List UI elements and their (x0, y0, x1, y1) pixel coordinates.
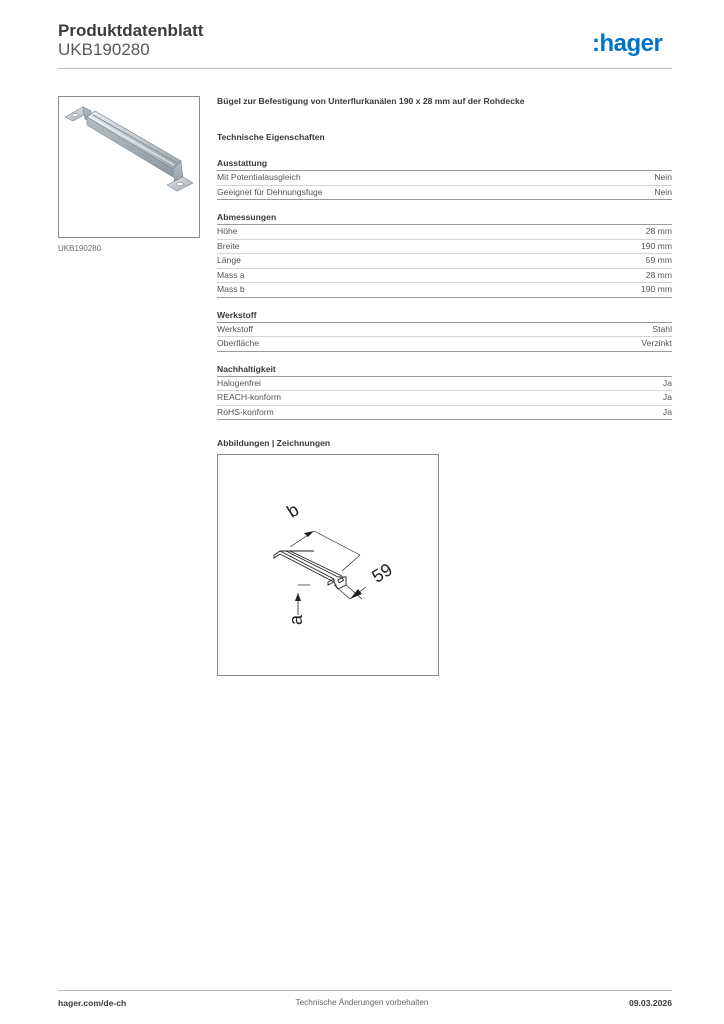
row-value: Ja (662, 392, 672, 402)
dim-label-59: 59 (368, 559, 396, 587)
table-row (217, 377, 672, 392)
hager-logo (592, 29, 676, 59)
row-label: Geeignet für Dehnungsfuge (217, 186, 323, 197)
table-row (217, 254, 672, 269)
section-title: Werkstoff (217, 310, 672, 323)
section-ausstattung (217, 158, 672, 200)
row-value: Ja (662, 406, 672, 417)
row-value: 190 mm (640, 284, 672, 294)
row-label: Mit Potentialausgleich (217, 172, 301, 182)
table-row (217, 171, 672, 186)
row-value: Nein (654, 186, 672, 197)
row-value: 28 mm (645, 269, 672, 280)
table-row (217, 391, 672, 406)
row-label: Oberfläche (217, 338, 260, 348)
section-title: Abmessungen (217, 212, 672, 225)
product-description: Bügel zur Befestigung von Unterflurkanälen 190 x 28 mm auf der Rohdecke (217, 96, 525, 106)
row-label: Mass b (217, 284, 245, 294)
row-label: Werkstoff (217, 323, 253, 334)
dimension-drawing-icon (218, 455, 438, 675)
table-row (217, 323, 672, 338)
row-label: Breite (217, 240, 240, 251)
table-row (217, 406, 672, 421)
row-label: RoHS-konform (217, 406, 274, 417)
row-label: Mass a (217, 269, 245, 280)
footer-date: 09.03.2026 (628, 998, 672, 1008)
section-nachhaltigkeit (217, 364, 672, 421)
logo-text: :hager (592, 30, 663, 57)
table-row (217, 283, 672, 298)
row-label: Halogenfrei (217, 377, 261, 388)
page-title: Produktdatenblatt (58, 21, 204, 40)
row-label: Länge (217, 255, 241, 265)
bracket-photo-icon (59, 97, 199, 237)
section-abmessungen (217, 212, 672, 298)
dim-label-a: a (286, 614, 306, 625)
header-divider (58, 68, 672, 69)
product-details (217, 96, 672, 676)
row-value: Nein (654, 172, 672, 182)
row-value: 190 mm (640, 240, 672, 251)
table-row (217, 269, 672, 284)
table-row (217, 240, 672, 255)
row-value: Stahl (652, 323, 672, 334)
row-label: Höhe (217, 226, 238, 236)
tech-properties-heading: Technische Eigenschaften (217, 132, 325, 142)
section-title: Ausstattung (217, 158, 672, 171)
figures-heading: Abbildungen | Zeichnungen (217, 438, 331, 448)
photo-caption: UKB190280 (58, 244, 102, 253)
row-value: 59 mm (645, 255, 672, 265)
table-row (217, 186, 672, 201)
section-title: Nachhaltigkeit (217, 364, 672, 377)
table-row (217, 337, 672, 352)
product-code: UKB190280 (58, 40, 150, 59)
footer-divider (58, 990, 672, 991)
product-photo (58, 96, 200, 238)
row-value: Ja (662, 377, 672, 388)
footer-note: Technische Änderungen vorbehalten (295, 998, 429, 1007)
row-label: REACH-konform (217, 392, 281, 402)
row-value: 28 mm (645, 226, 672, 236)
dim-label-b: b (283, 499, 303, 522)
footer-link[interactable]: hager.com/de-ch (58, 998, 127, 1008)
row-value: Verzinkt (641, 338, 672, 348)
table-row (217, 225, 672, 240)
section-werkstoff (217, 310, 672, 352)
technical-drawing (217, 454, 439, 676)
